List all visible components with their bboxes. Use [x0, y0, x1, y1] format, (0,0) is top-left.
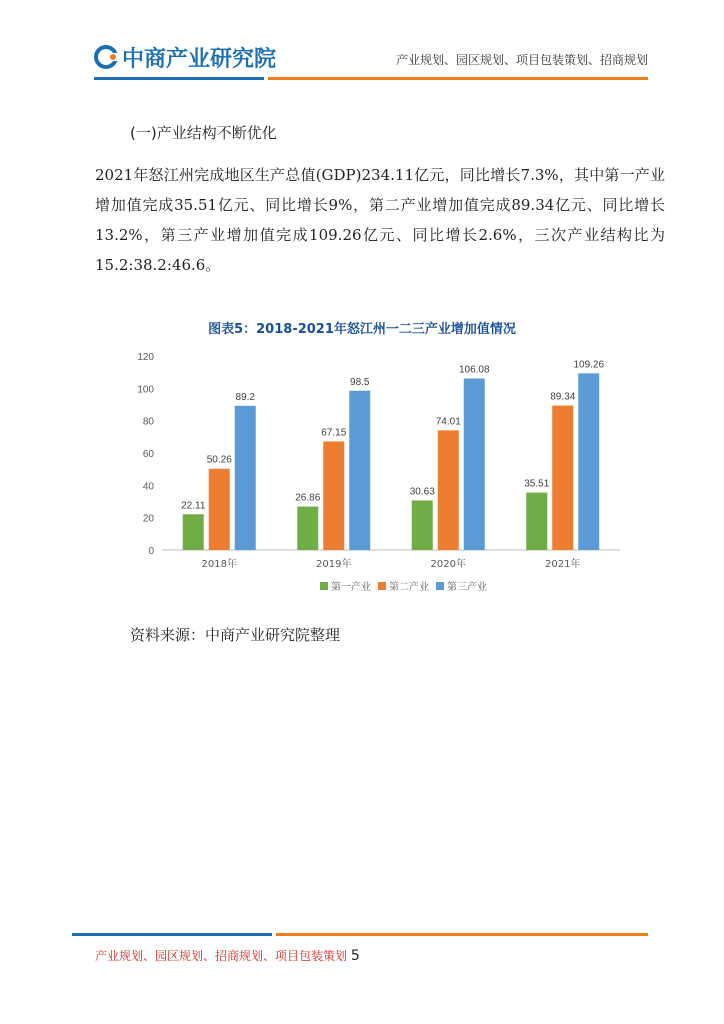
data-label: 109.26 [573, 359, 605, 371]
y-tick-label: 100 [137, 384, 154, 396]
legend-swatch [320, 582, 328, 590]
bar [209, 469, 230, 550]
logo-icon [94, 45, 118, 69]
header-tagline: 产业规划、园区规划、项目包装策划、招商规划 [395, 53, 648, 67]
x-tick-label: 2020年 [430, 559, 466, 570]
x-tick-label: 2021年 [545, 559, 581, 570]
data-label: 22.11 [181, 500, 206, 512]
y-tick-label: 0 [148, 546, 154, 557]
x-tick-label: 2019年 [316, 559, 352, 570]
footer-divider-orange [276, 933, 648, 936]
legend-swatch [378, 582, 386, 590]
data-label: 74.01 [435, 416, 461, 428]
bar [464, 379, 485, 550]
y-tick-label: 60 [142, 449, 154, 460]
chart-title: 图表5：2018-2021年怒江州一二三产业增加值情况 [208, 322, 516, 337]
bar [578, 373, 599, 550]
logo-text: 中商产业研究院 [122, 46, 277, 72]
section-heading: (一)产业结构不断优化 [130, 124, 277, 142]
page-header [0, 0, 724, 90]
bar [412, 500, 433, 550]
data-label: 106.08 [458, 364, 490, 376]
data-label: 89.2 [235, 391, 255, 403]
page-footer [95, 947, 360, 964]
bar [323, 441, 344, 550]
footer-text: 产业规划、园区规划、招商规划、项目包装策划 [95, 949, 348, 963]
bar [438, 430, 459, 550]
footer-divider-blue [72, 933, 272, 936]
bar [349, 391, 370, 550]
page-number: 5 [350, 948, 360, 964]
legend-label: 第三产业 [447, 582, 487, 593]
source-note: 资料来源：中商产业研究院整理 [130, 626, 341, 644]
data-label: 67.15 [321, 427, 347, 439]
bar [183, 514, 204, 550]
y-tick-label: 20 [142, 513, 154, 525]
body-paragraph [95, 160, 665, 280]
bar [297, 507, 318, 550]
header-divider-blue [94, 77, 264, 80]
bar [235, 406, 256, 550]
logo [94, 42, 276, 72]
header-divider-orange [268, 77, 648, 80]
x-tick-label: 2018年 [201, 559, 237, 570]
bar [526, 493, 547, 550]
data-label: 89.34 [550, 391, 576, 403]
y-tick-label: 80 [142, 416, 154, 428]
bar [552, 406, 573, 550]
legend-swatch [436, 582, 444, 590]
data-label: 98.5 [350, 376, 370, 388]
data-label: 50.26 [206, 454, 232, 466]
y-tick-label: 120 [137, 352, 154, 363]
legend-label: 第一产业 [331, 582, 371, 593]
data-label: 26.86 [295, 492, 321, 504]
data-label: 30.63 [409, 486, 435, 498]
data-label: 35.51 [524, 478, 550, 490]
bar-chart [130, 340, 630, 615]
y-tick-label: 40 [142, 481, 154, 493]
legend-label: 第二产业 [389, 582, 429, 593]
paragraph-text: 2021年怒江州完成地区生产总值(GDP)234.11亿元，同比增长7.3%，其中第一产业增加值完成35.51亿元、同比增长9%，第二产业增加值完成89.34亿元、同比增长13.2%，第三产业增加值完成109.26亿元、同比增长2.6%，三次产业结构比为15.2:38.2:46.6。 [95, 166, 665, 274]
